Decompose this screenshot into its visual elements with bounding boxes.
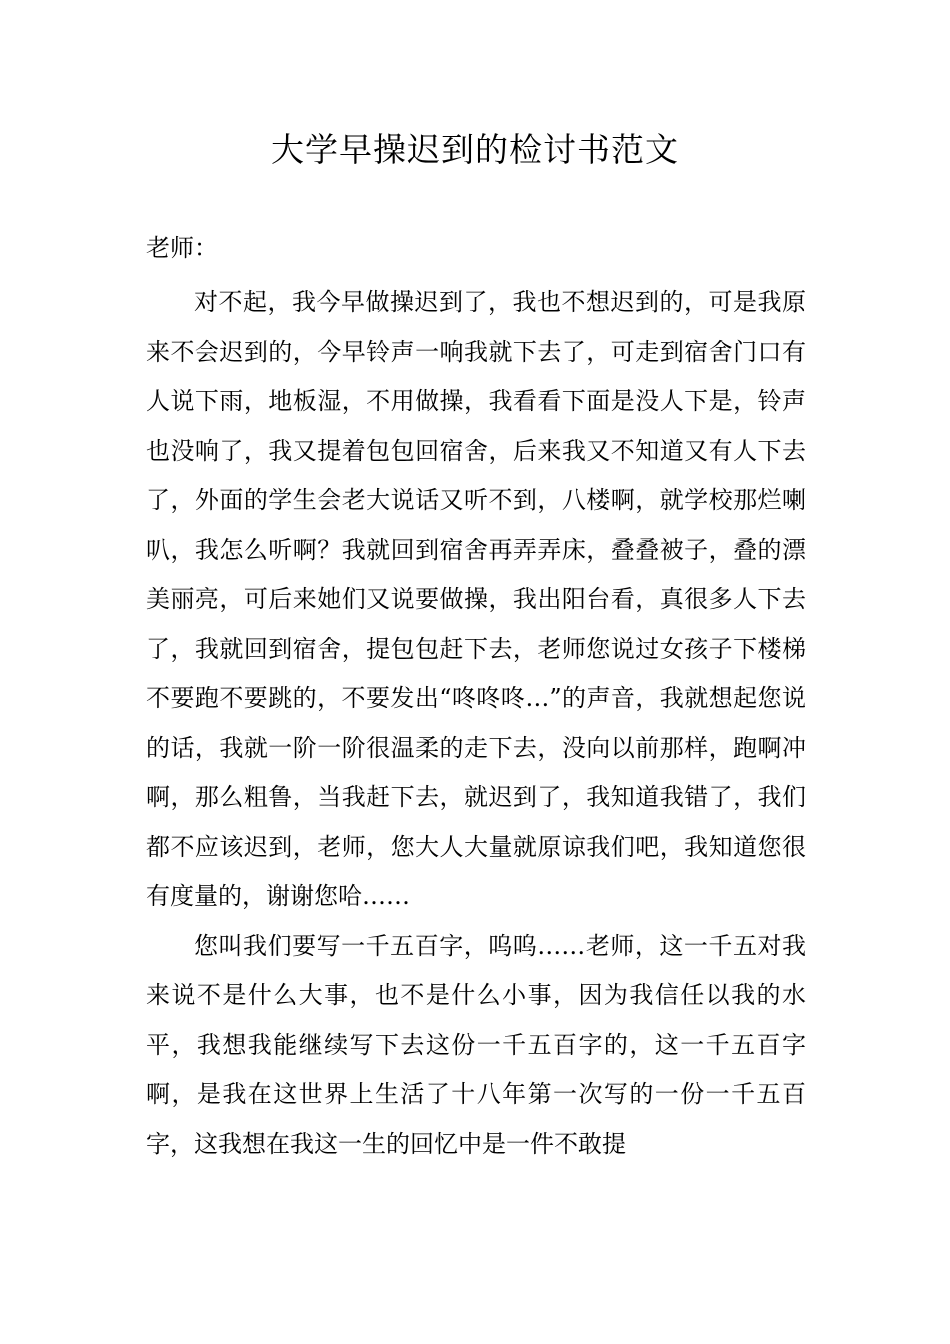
paragraph-2: 您叫我们要写一千五百字，呜呜……老师，这一千五对我来说不是什么大事，也不是什么小事，因为我信任以我的水平，我想我能继续写下去这份一千五百字的，这一千五百字啊，是我在这世界上生活了十八年第一次写的一份一千五百字，这我想在我这一生的回忆中是一件不敢提 [146, 931, 806, 1158]
document-title: 大学早操迟到的检讨书范文 [271, 130, 679, 169]
paragraph-1: 对不起，我今早做操迟到了，我也不想迟到的，可是我原来不会迟到的，今早铃声一响我就下去了，可走到宿舍门口有人说下雨，地板湿，不用做操，我看看下面是没人下是，铃声也没响了，我又提着包包回宿舍，后来我又不知道又有人下去了，外面的学生会老大说话又听不到，八楼啊，就学校那烂喇叭，我怎么听啊？我就回到宿舍再弄弄床，叠叠被子，叠的漂美丽亮，可后来她们又说要做操，我出阳台看，真很多人下去了，我就回到宿舍，提包包赶下去，老师您说过女孩子下楼梯不要跑不要跳的，不要发出“咚咚咚…”的声音，我就想起您说的话，我就一阶一阶很温柔的走下去，没向以前那样，跑啊冲啊，那么粗鲁，当我赶下去，就迟到了，我知道我错了，我们都不应该迟到，老师，您大人大量就原谅我们吧，我知道您很有度量的，谢谢您哈…… [146, 288, 806, 910]
salutation: 老师： [146, 234, 218, 262]
document-body [146, 278, 806, 1169]
